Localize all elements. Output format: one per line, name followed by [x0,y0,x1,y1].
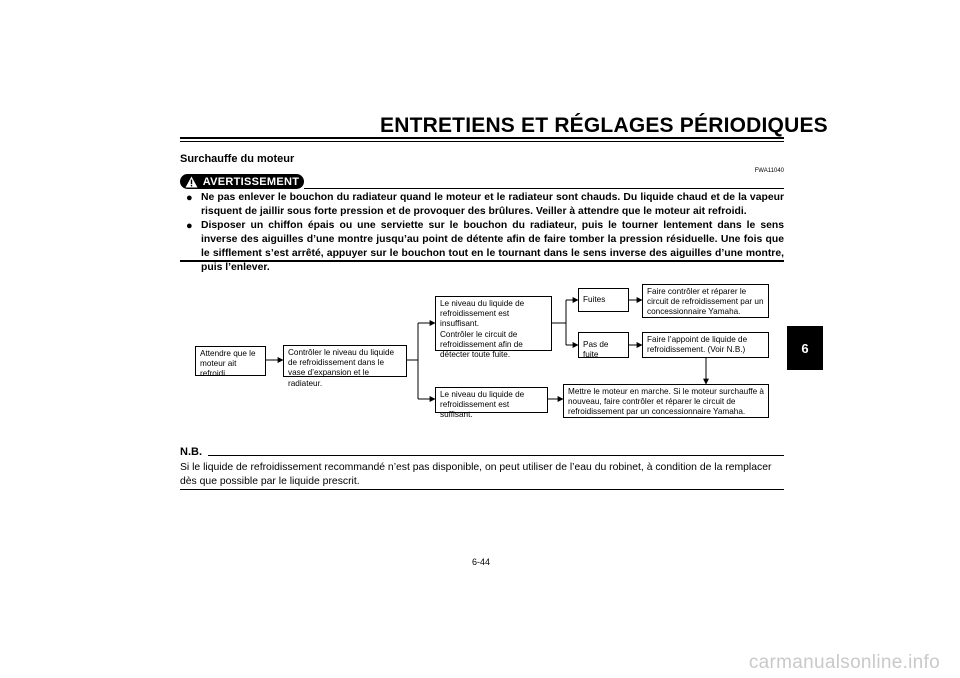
flow-step-restart: Mettre le moteur en marche. Si le moteur surchauffe à nouveau, faire contrôler et réparer le circuit de refroidissement par un concessionnaire Yamaha. [563,384,769,418]
warning-label: AVERTISSEMENT [202,175,300,188]
flow-step-level-sufficient: Le niveau du liquide de refroidissement est suffisant. [435,387,548,413]
flow-step-leaks: Fuites [578,288,629,312]
bullet-icon: ● [186,220,193,232]
flow-step-dealer-repair: Faire contrôler et réparer le circuit de refroidissement par un concessionnaire Yamaha. [642,284,769,318]
watermark: carmanualsonline.info [748,652,940,673]
flow-step-top-up: Faire l’appoint de liquide de refroidissement. (Voir N.B.) [642,332,769,358]
note-rule-bottom [180,489,784,490]
warning-item-text: Ne pas enlever le bouchon du radiateur quand le moteur et le radiateur sont chauds. Du liquide chaud et de la vapeur risquent de jaillir sous forte pression et de provoquer des brûlures. Veiller à attendre que le moteur ait refroidi. [201,192,784,217]
reference-code: FWA11040 [754,168,784,174]
flow-step-no-leak: Pas de fuite [578,332,629,358]
chapter-tab: 6 [787,326,823,370]
note-rule-top [208,455,784,456]
section-title: Surchauffe du moteur [180,153,295,165]
note-text: Si le liquide de refroidissement recommandé n’est pas disponible, on peut utiliser de l’eau du robinet, à condition de la remplacer dès que possible par le liquide prescrit. [180,462,772,487]
flow-step-level-insufficient: Le niveau du liquide de refroidissement est insuffisant. Contrôler le circuit de refroidissement afin de détecter toute fuite. [435,296,552,351]
page-title: ENTRETIENS ET RÉGLAGES PÉRIODIQUES [380,114,828,137]
note-label: N.B. [180,446,202,458]
warning-item-text: Disposer un chiffon épais ou une serviette sur le bouchon du radiateur, puis le tourner lentement dans le sens inverse des aiguilles d’une montre jusqu’au point de détente afin de faire tomber la pression résiduelle. Une fois que le sifflement s’est arrêté, appuyer sur le bouchon tout en le tournant dans le sens inverse des aiguilles d’une montre, puis l’enlever. [201,220,784,273]
flow-step-check-level: Contrôler le niveau du liquide de refroidissement dans le vase d’expansion et le radiateur. [283,345,407,377]
flow-step-wait: Attendre que le moteur ait refroidi. [195,346,266,376]
bullet-icon: ● [186,192,193,204]
page-number: 6-44 [471,557,490,567]
